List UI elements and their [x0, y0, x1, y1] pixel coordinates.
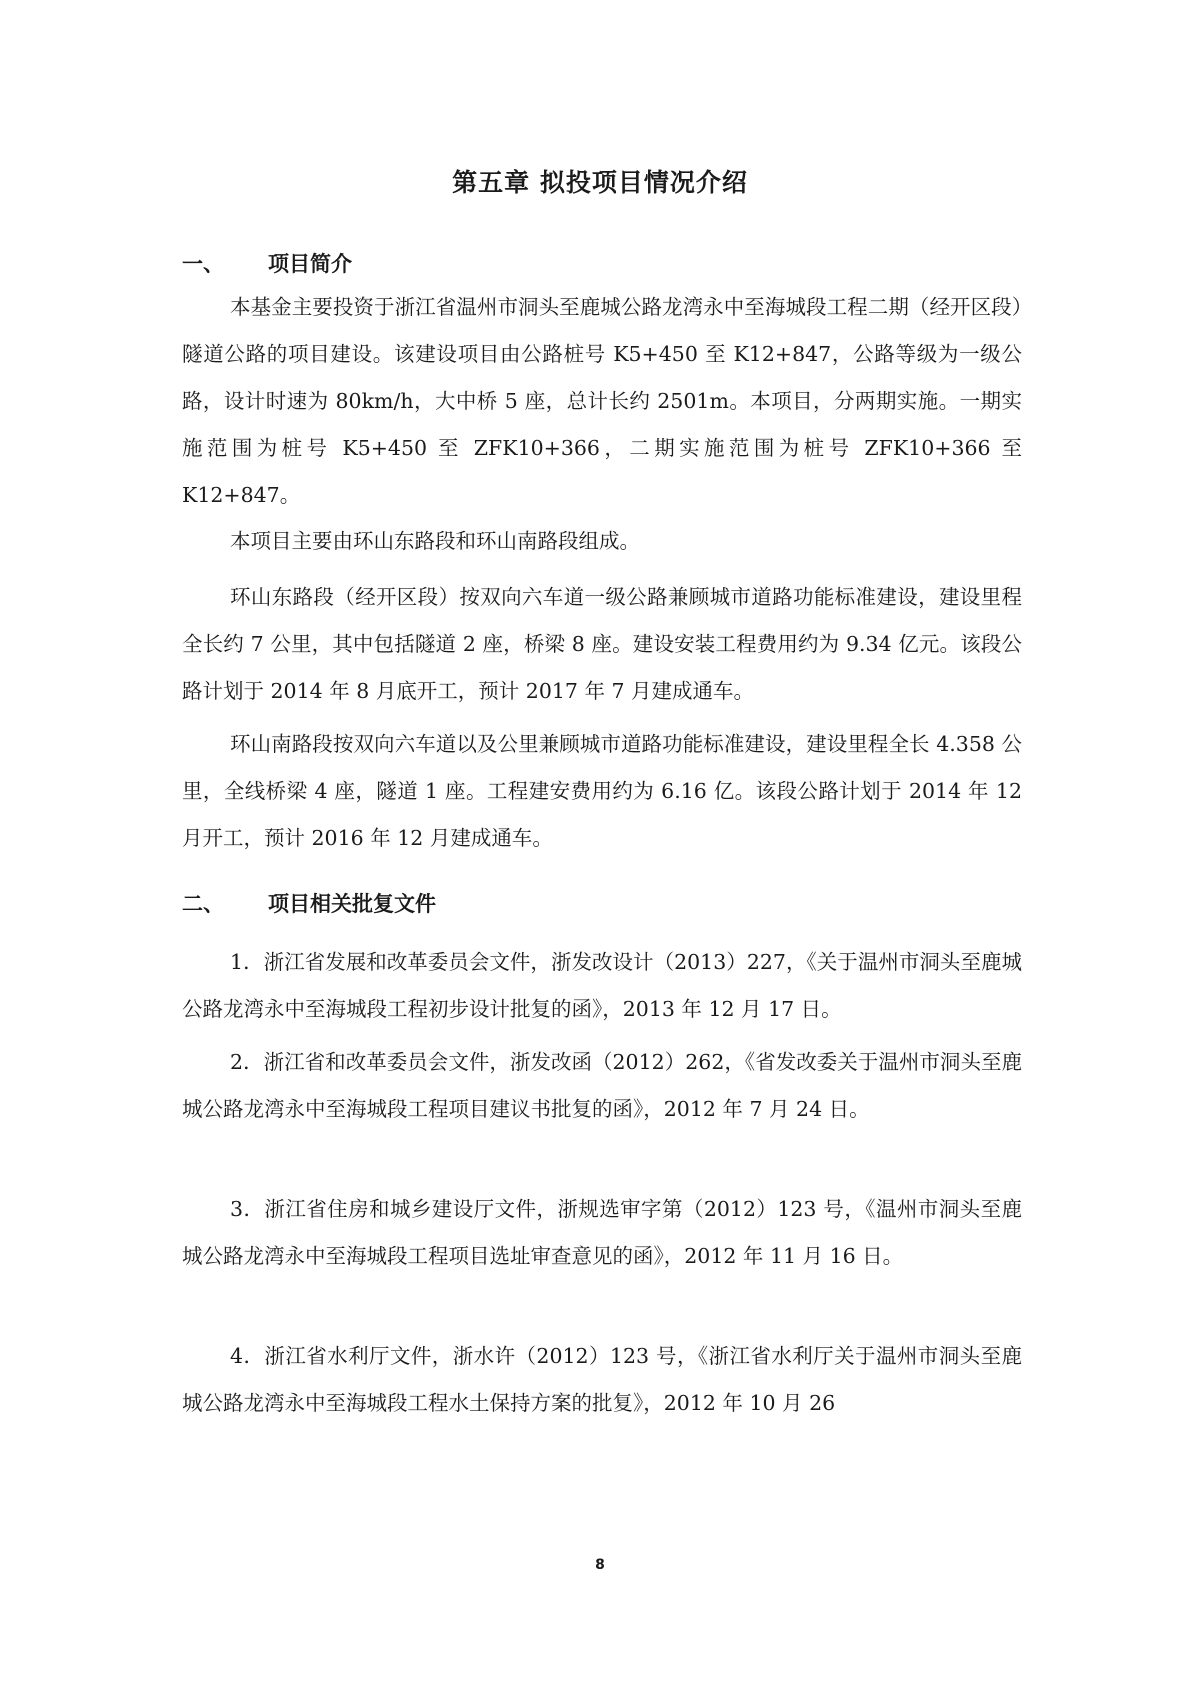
section-title: 项目简介 [268, 252, 352, 276]
approval-item: 3．浙江省住房和城乡建设厅文件，浙规选审字第（2012）123 号，《温州市洞头至鹿城公路龙湾永中至海城段工程项目选址审查意见的函》，2012 年 11 月 16 日。 [182, 1197, 1022, 1268]
approval-item: 4．浙江省水利厅文件，浙水许（2012）123 号，《浙江省水利厅关于温州市洞头至鹿城公路龙湾永中至海城段工程水土保持方案的批复》，2012 年 10 月 26 [182, 1344, 1022, 1415]
section-heading-overview [182, 248, 352, 278]
page-number: 8 [595, 1557, 605, 1573]
section-title: 项目相关批复文件 [268, 892, 436, 916]
paragraph: 本基金主要投资于浙江省温州市洞头至鹿城公路龙湾永中至海城段工程二期（经开区段）隧道公路的项目建设。该建设项目由公路桩号 K5+450 至 K12+847，公路等级为一级公路，设计时速为 80km/h，大中桥 5 座，总计长约 2501m。本项目，分两期实施。一期实施范围为桩号 K5+450 至 ZFK10+366，二期实施范围为桩号 ZFK10+366 至 K12+847。 [182, 295, 1022, 507]
section-heading-approvals [182, 888, 436, 918]
section-number: 二、 [182, 892, 224, 916]
paragraph: 环山东路段（经开区段）按双向六车道一级公路兼顾城市道路功能标准建设，建设里程全长约 7 公里，其中包括隧道 2 座，桥梁 8 座。建设安装工程费用约为 9.34 亿元。该段公路计划于 2014 年 8 月底开工，预计 2017 年 7 月建成通车。 [182, 585, 1022, 703]
paragraph: 环山南路段按双向六车道以及公里兼顾城市道路功能标准建设，建设里程全长 4.358 公里，全线桥梁 4 座，隧道 1 座。工程建安费用约为 6.16 亿。该段公路计划于 2014 年 12 月开工，预计 2016 年 12 月建成通车。 [182, 732, 1022, 850]
chapter-title: 第五章 拟投项目情况介绍 [452, 168, 748, 197]
paragraph: 本项目主要由环山东路段和环山南路段组成。 [230, 529, 640, 553]
section-number: 一、 [182, 252, 224, 276]
approval-item: 1．浙江省发展和改革委员会文件，浙发改设计（2013）227，《关于温州市洞头至鹿城公路龙湾永中至海城段工程初步设计批复的函》，2013 年 12 月 17 日。 [182, 950, 1022, 1021]
approval-item: 2．浙江省和改革委员会文件，浙发改函（2012）262，《省发改委关于温州市洞头至鹿城公路龙湾永中至海城段工程项目建议书批复的函》，2012 年 7 月 24 日。 [182, 1050, 1022, 1121]
